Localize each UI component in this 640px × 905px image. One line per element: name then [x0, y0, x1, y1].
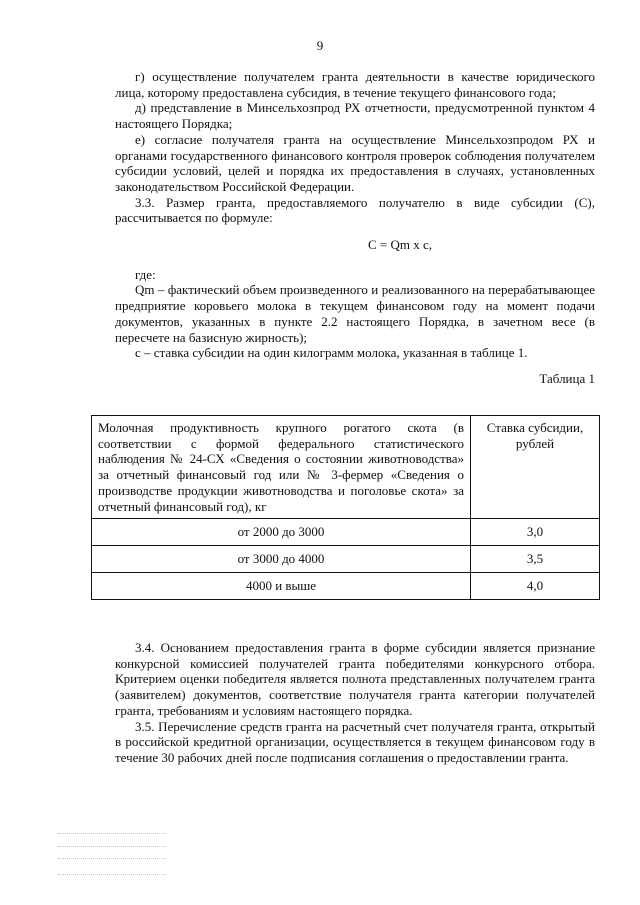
header-rate: Ставка субсидии, рублей	[471, 416, 600, 519]
faded-stamp-mark	[58, 833, 166, 875]
table-row	[92, 573, 600, 600]
paragraph-g: г) осуществление получателем гранта деятельности в качестве юридического лица, которому предоставлена субсидия, в течение текущего финансового года;	[115, 69, 595, 100]
table-cell-rate: 4,0	[471, 573, 600, 600]
definition-qm: Qm – фактический объем произведенного и реализованного на перерабатывающее предприятие коровьего молока в текущем финансовом году на момент подачи документов, указанных в пункте 2.2 настоящего Порядка, в зачетном весе (в пересчете на базисную жирность);	[115, 282, 595, 345]
table-row	[92, 546, 600, 573]
subsidy-rate-table	[91, 415, 600, 600]
subsidy-formula: C = Qm х с,	[367, 237, 433, 253]
definition-c: с – ставка субсидии на один килограмм молока, указанная в таблице 1.	[135, 345, 528, 361]
table-caption: Таблица 1	[539, 370, 595, 386]
where-label: где:	[135, 266, 156, 282]
table-cell-range: 4000 и выше	[92, 573, 471, 600]
paragraph-3-5: 3.5. Перечисление средств гранта на расчетный счет получателя гранта, открытый в российской кредитной организации, осуществляется в текущем финансовом году в течение 30 рабочих дней после подписания соглашения о предоставлении гранта.	[115, 718, 595, 765]
table-row	[92, 519, 600, 546]
table-cell-rate: 3,0	[471, 519, 600, 546]
document-body-top	[115, 69, 595, 387]
page-number: 9	[316, 38, 324, 53]
paragraph-d: д) представление в Минсельхозпрод РХ отчетности, предусмотренной пунктом 4 настоящего Порядка;	[115, 100, 595, 132]
table-cell-range: от 2000 до 3000	[92, 519, 471, 546]
paragraph-3-4: 3.4. Основанием предоставления гранта в форме субсидии является признание конкурсной комиссией получателей гранта победителями конкурсного отбора. Критерием оценки победителя является полнота представленных получателем гранта (заявителем) документов, соответствие получателя гранта категории получателей гранта, требованиям и условиям настоящего порядка.	[115, 640, 595, 718]
document-body-bottom	[115, 640, 595, 766]
table-cell-range: от 3000 до 4000	[92, 546, 471, 573]
header-productivity: Молочная продуктивность крупного рогатого скота (в соответствии с формой федерального статистического наблюдения № 24-СХ «Сведения о состоянии животноводства» за отчетный финансовый год или № 3-фермер «Сведения о производстве продукции животноводства и поголовье скота» за отчетный финансовый год), кг	[92, 416, 471, 519]
paragraph-3-3: 3.3. Размер гранта, предоставляемого получателю в виде субсидии (С), рассчитывается по формуле:	[115, 194, 595, 226]
table-header-row	[92, 416, 600, 519]
paragraph-e: е) согласие получателя гранта на осуществление Минсельхозпродом РХ и органами государственного финансового контроля проверок соблюдения получателем субсидии условий, целей и порядка их предоставления в случаях, установленных законодательством Российской Федерации.	[115, 131, 595, 194]
table-cell-rate: 3,5	[471, 546, 600, 573]
